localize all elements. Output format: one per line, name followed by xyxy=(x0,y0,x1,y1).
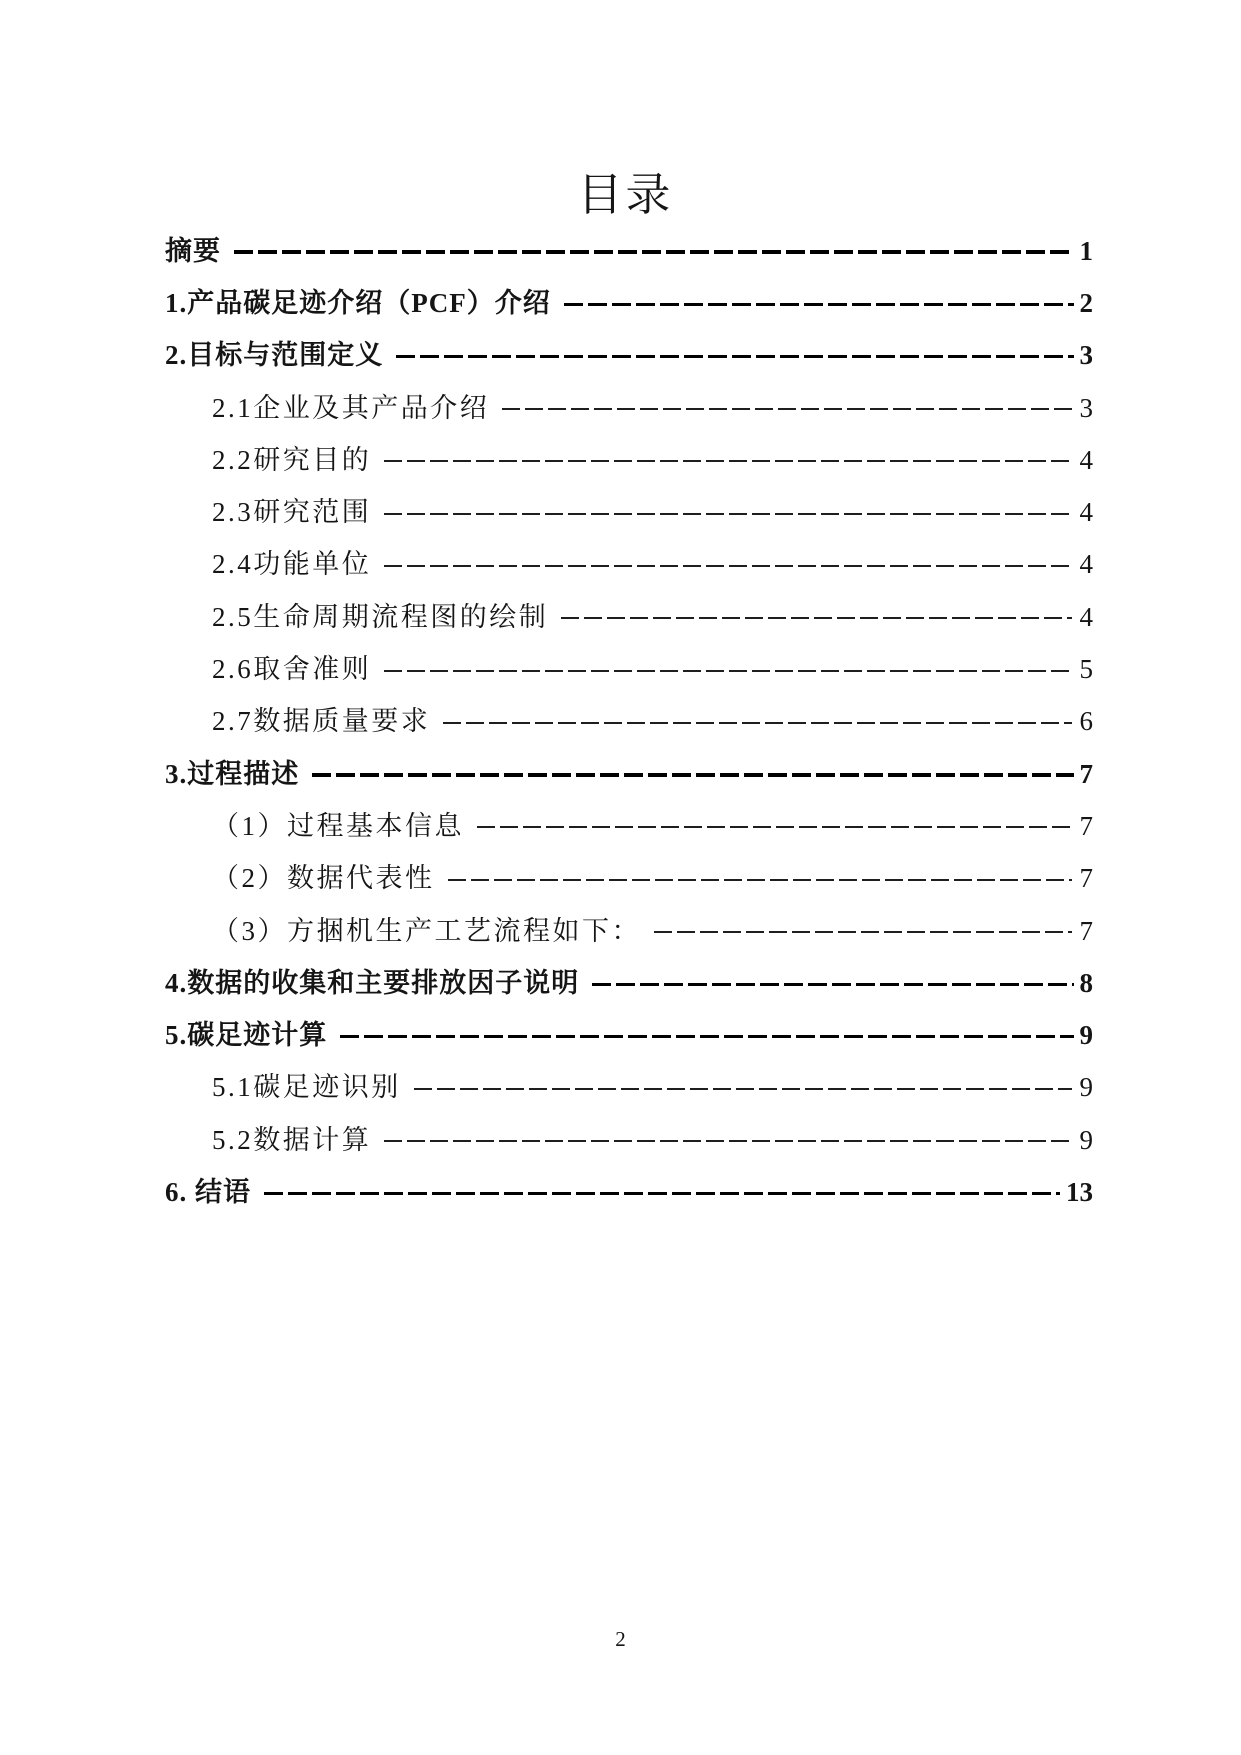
toc-entry-page-number: 4 xyxy=(1079,601,1093,632)
toc-leader-dashes xyxy=(312,773,1073,777)
toc-entry[interactable] xyxy=(165,382,1093,434)
toc-leader-dashes xyxy=(384,670,1071,672)
toc-entry-page-number: 1 xyxy=(1079,235,1093,266)
toc-entry-label: 5.1碳足迹识别 xyxy=(212,1072,401,1103)
toc-entry[interactable] xyxy=(165,1114,1093,1166)
toc-entry[interactable] xyxy=(165,853,1093,905)
toc-entry[interactable] xyxy=(165,225,1093,277)
toc-leader-dashes xyxy=(592,983,1073,987)
toc-entry-page-number: 13 xyxy=(1066,1176,1093,1207)
toc-leader-dashes xyxy=(384,565,1071,567)
toc-leader-dashes xyxy=(564,303,1074,307)
toc-entry[interactable] xyxy=(165,696,1093,748)
toc-entry-page-number: 5 xyxy=(1079,654,1093,685)
toc-entry-label: 5.碳足迹计算 xyxy=(165,1020,328,1051)
toc-entry-label: 5.2数据计算 xyxy=(212,1124,372,1155)
toc-entry-page-number: 9 xyxy=(1079,1124,1093,1155)
toc-entry[interactable] xyxy=(165,748,1093,800)
toc-leader-dashes xyxy=(340,1035,1073,1039)
toc-entry[interactable] xyxy=(165,539,1093,591)
toc-entry-label: 摘要 xyxy=(165,235,221,266)
toc-entry-label: 2.7数据质量要求 xyxy=(212,706,431,737)
toc-entry-page-number: 3 xyxy=(1079,392,1093,423)
toc-leader-dashes xyxy=(654,931,1072,933)
toc-leader-dashes xyxy=(477,826,1072,828)
toc-entry-label: 3.过程描述 xyxy=(165,758,300,789)
toc-entry[interactable] xyxy=(165,800,1093,852)
toc-entry-page-number: 7 xyxy=(1079,863,1093,894)
toc-entry-page-number: 9 xyxy=(1079,1020,1093,1051)
toc-leader-dashes xyxy=(384,460,1071,462)
toc-leader-dashes xyxy=(384,1140,1071,1142)
toc-entry-page-number: 4 xyxy=(1079,549,1093,580)
toc-entry[interactable] xyxy=(165,591,1093,643)
toc-entry-label: 2.6取舍准则 xyxy=(212,654,372,685)
toc-entry-label: 2.1企业及其产品介绍 xyxy=(212,392,490,423)
toc-leader-dashes xyxy=(502,408,1071,410)
toc-entry-page-number: 7 xyxy=(1079,758,1093,789)
toc-entry-label: 4.数据的收集和主要排放因子说明 xyxy=(165,967,580,998)
toc-entry-label: 6. 结语 xyxy=(165,1176,251,1207)
toc-leader-dashes xyxy=(234,250,1074,254)
page-title: 目录 xyxy=(577,170,674,220)
toc-entry[interactable] xyxy=(165,1166,1093,1218)
toc-entry-page-number: 4 xyxy=(1079,444,1093,475)
toc-entry-label: 2.目标与范围定义 xyxy=(165,340,384,371)
toc-entry-label: （1）过程基本信息 xyxy=(212,810,464,841)
toc-entry-page-number: 4 xyxy=(1079,497,1093,528)
toc-entry-page-number: 2 xyxy=(1079,287,1093,318)
toc-entry[interactable] xyxy=(165,643,1093,695)
toc-leader-dashes xyxy=(561,617,1071,619)
toc-list xyxy=(165,225,1093,1219)
toc-entry-label: 2.3研究范围 xyxy=(212,497,372,528)
toc-entry-label: （2）数据代表性 xyxy=(212,863,435,894)
toc-entry-page-number: 3 xyxy=(1079,340,1093,371)
toc-entry-page-number: 8 xyxy=(1079,967,1093,998)
toc-leader-dashes xyxy=(396,355,1073,359)
toc-leader-dashes xyxy=(448,879,1072,881)
toc-entry-label: 2.4功能单位 xyxy=(212,549,372,580)
toc-entry-page-number: 9 xyxy=(1079,1072,1093,1103)
toc-entry-label: 2.5生命周期流程图的绘制 xyxy=(212,601,549,632)
toc-entry[interactable] xyxy=(165,1062,1093,1114)
toc-entry[interactable] xyxy=(165,957,1093,1009)
toc-entry[interactable] xyxy=(165,905,1093,957)
toc-entry-label: （3）方捆机生产工艺流程如下： xyxy=(212,915,641,946)
toc-entry[interactable] xyxy=(165,277,1093,329)
toc-entry[interactable] xyxy=(165,1009,1093,1061)
toc-entry-label: 1.产品碳足迹介绍（PCF）介绍 xyxy=(165,287,551,318)
toc-leader-dashes xyxy=(264,1192,1060,1196)
toc-entry-page-number: 7 xyxy=(1079,915,1093,946)
toc-entry-page-number: 7 xyxy=(1079,810,1093,841)
toc-leader-dashes xyxy=(384,513,1071,515)
toc-entry-page-number: 6 xyxy=(1079,706,1093,737)
toc-leader-dashes xyxy=(443,722,1071,724)
toc-entry[interactable] xyxy=(165,434,1093,486)
toc-entry[interactable] xyxy=(165,330,1093,382)
toc-entry-label: 2.2研究目的 xyxy=(212,444,372,475)
toc-entry[interactable] xyxy=(165,486,1093,538)
toc-leader-dashes xyxy=(414,1088,1072,1090)
footer-page-number: 2 xyxy=(615,1627,626,1651)
